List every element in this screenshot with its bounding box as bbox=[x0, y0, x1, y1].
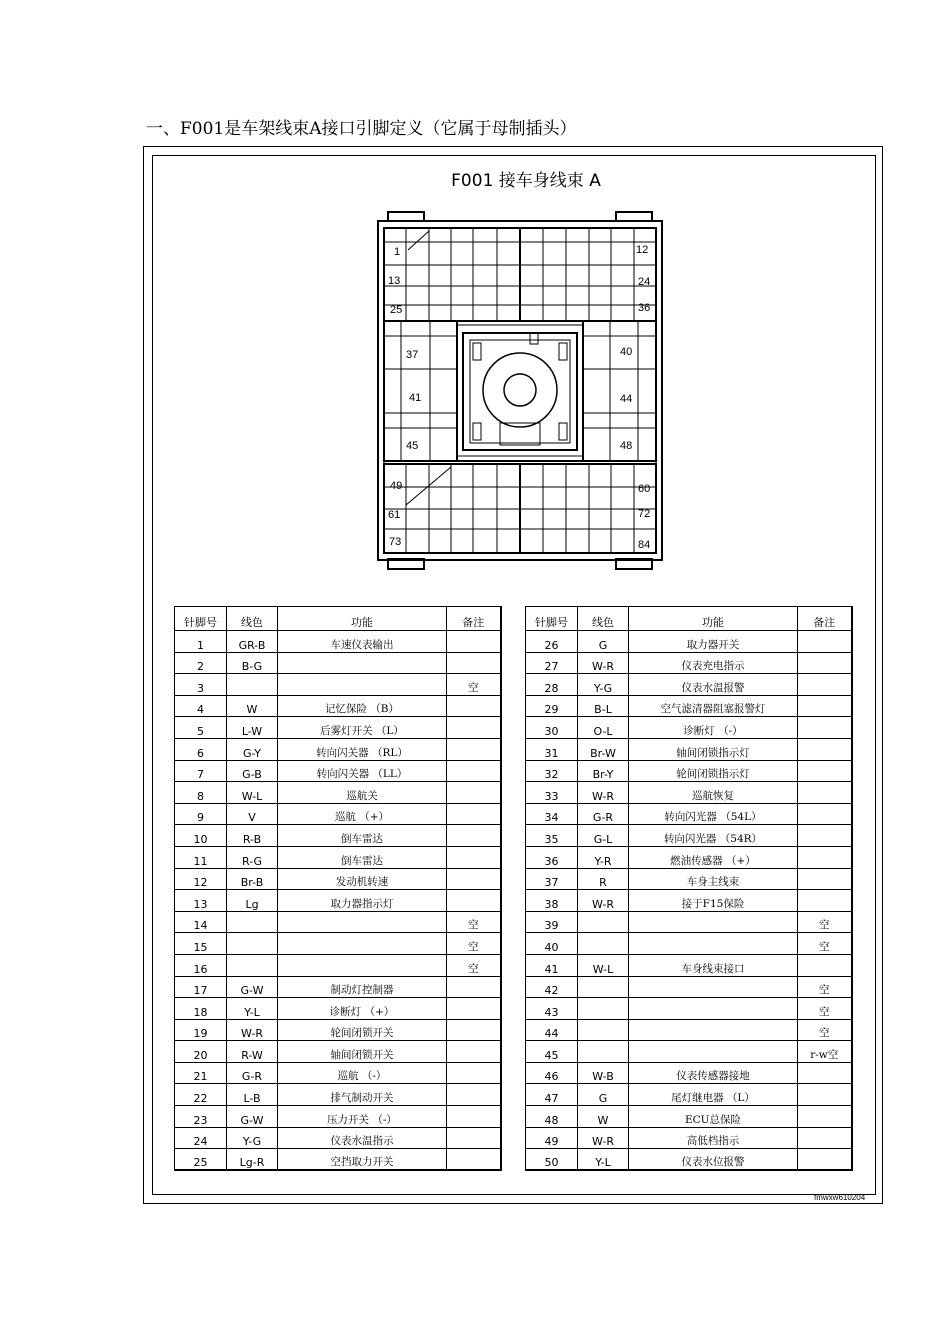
cell-note bbox=[798, 652, 852, 674]
cell-color: B-L bbox=[578, 695, 629, 717]
cell-pin: 7 bbox=[175, 760, 227, 782]
cell-pin: 12 bbox=[175, 868, 227, 890]
cell-function: 转向闪光器 （54L） bbox=[629, 803, 798, 825]
cell-pin: 6 bbox=[175, 738, 227, 760]
page-heading: 一、F001是车架线束A接口引脚定义（它属于母制插头） bbox=[146, 119, 577, 139]
table-row bbox=[526, 1084, 852, 1106]
cell-function: 后雾灯开关 （L） bbox=[278, 717, 447, 739]
pin-table-left bbox=[174, 606, 502, 1171]
cell-note: 空 bbox=[798, 998, 852, 1020]
pin-label-48: 48 bbox=[620, 440, 633, 452]
cell-pin: 10 bbox=[175, 825, 227, 847]
header-note: 备注 bbox=[447, 607, 501, 631]
cell-color: W-R bbox=[227, 1019, 278, 1041]
cell-color: Y-G bbox=[578, 674, 629, 696]
table-row bbox=[526, 738, 852, 760]
cell-note bbox=[798, 1127, 852, 1149]
table-row bbox=[526, 803, 852, 825]
cell-function: 轮间闭锁指示灯 bbox=[629, 760, 798, 782]
cell-note bbox=[798, 1149, 852, 1171]
cell-function: 仪表传感器接地 bbox=[629, 1062, 798, 1084]
cell-pin: 14 bbox=[175, 911, 227, 933]
cell-pin: 49 bbox=[526, 1127, 578, 1149]
cell-note bbox=[798, 1062, 852, 1084]
table-row bbox=[526, 717, 852, 739]
pin-label-41: 41 bbox=[409, 392, 422, 404]
cell-note bbox=[447, 825, 501, 847]
middle-block bbox=[384, 321, 656, 461]
cell-pin: 4 bbox=[175, 695, 227, 717]
cell-note bbox=[447, 631, 501, 653]
cell-color: V bbox=[227, 803, 278, 825]
cell-pin: 48 bbox=[526, 1106, 578, 1128]
table-row bbox=[175, 954, 501, 976]
pin-label-1: 1 bbox=[394, 246, 401, 258]
table-row bbox=[526, 631, 852, 653]
cell-color: L-W bbox=[227, 717, 278, 739]
cell-function: 制动灯控制器 bbox=[278, 976, 447, 998]
pin-label-84: 84 bbox=[638, 539, 651, 551]
table-row bbox=[175, 1019, 501, 1041]
cell-note: 空 bbox=[447, 674, 501, 696]
cell-color: Lg-R bbox=[227, 1149, 278, 1171]
cell-pin: 40 bbox=[526, 933, 578, 955]
pin-label-25: 25 bbox=[390, 304, 403, 316]
cell-color: W-L bbox=[227, 782, 278, 804]
table-header-row bbox=[175, 607, 501, 631]
cell-color: G-W bbox=[227, 1106, 278, 1128]
cell-function: 仪表水温报警 bbox=[629, 674, 798, 696]
cell-pin: 36 bbox=[526, 846, 578, 868]
cell-function: 巡航 （-） bbox=[278, 1062, 447, 1084]
cell-pin: 30 bbox=[526, 717, 578, 739]
diagram-title-text: F001 接车身线束 A bbox=[451, 171, 601, 191]
cell-pin: 38 bbox=[526, 890, 578, 912]
cell-function: 压力开关 （-） bbox=[278, 1106, 447, 1128]
cell-color bbox=[227, 674, 278, 696]
center-socket-hole bbox=[504, 374, 536, 406]
cell-note bbox=[798, 695, 852, 717]
table-row bbox=[175, 933, 501, 955]
cell-note: 空 bbox=[798, 1019, 852, 1041]
cell-pin: 24 bbox=[175, 1127, 227, 1149]
cell-function: 轮间闭锁开关 bbox=[278, 1019, 447, 1041]
cell-color: G-L bbox=[578, 825, 629, 847]
cell-pin: 32 bbox=[526, 760, 578, 782]
cell-pin: 16 bbox=[175, 954, 227, 976]
cell-color: Y-R bbox=[578, 846, 629, 868]
cell-color: R-B bbox=[227, 825, 278, 847]
cell-pin: 9 bbox=[175, 803, 227, 825]
cell-color: G-W bbox=[227, 976, 278, 998]
cell-note bbox=[447, 1106, 501, 1128]
cell-function: 空气滤清器阻塞报警灯 bbox=[629, 695, 798, 717]
table-row bbox=[526, 1106, 852, 1128]
table-row bbox=[175, 717, 501, 739]
cell-pin: 45 bbox=[526, 1041, 578, 1063]
table-row bbox=[175, 1062, 501, 1084]
cell-note bbox=[447, 998, 501, 1020]
cell-color: L-B bbox=[227, 1084, 278, 1106]
cell-color: Y-L bbox=[578, 1149, 629, 1171]
cell-note bbox=[447, 1084, 501, 1106]
cell-color: GR-B bbox=[227, 631, 278, 653]
cell-color: O-L bbox=[578, 717, 629, 739]
cell-color bbox=[578, 1019, 629, 1041]
cell-pin: 35 bbox=[526, 825, 578, 847]
cell-note bbox=[447, 782, 501, 804]
cell-pin: 39 bbox=[526, 911, 578, 933]
cell-color: W-R bbox=[578, 782, 629, 804]
cell-pin: 25 bbox=[175, 1149, 227, 1171]
cell-color: W bbox=[578, 1106, 629, 1128]
cell-note: 空 bbox=[798, 933, 852, 955]
cell-note bbox=[798, 803, 852, 825]
cell-note bbox=[798, 846, 852, 868]
header-color: 线色 bbox=[578, 607, 629, 631]
table-row bbox=[175, 695, 501, 717]
cell-color bbox=[578, 911, 629, 933]
cell-function: 转向闪关器 （LL） bbox=[278, 760, 447, 782]
pin-label-49: 49 bbox=[390, 480, 403, 492]
cell-color: Lg bbox=[227, 890, 278, 912]
cell-color: R bbox=[578, 868, 629, 890]
cell-function bbox=[278, 911, 447, 933]
table-row bbox=[175, 803, 501, 825]
cell-function: 仪表水温指示 bbox=[278, 1127, 447, 1149]
cell-pin: 41 bbox=[526, 954, 578, 976]
cell-note bbox=[447, 803, 501, 825]
pin-table-right bbox=[525, 606, 853, 1171]
cell-function: 巡航恢复 bbox=[629, 782, 798, 804]
cell-color: G-B bbox=[227, 760, 278, 782]
cell-function: 尾灯继电器 （L） bbox=[629, 1084, 798, 1106]
header-color: 线色 bbox=[227, 607, 278, 631]
cell-pin: 44 bbox=[526, 1019, 578, 1041]
table-row bbox=[526, 954, 852, 976]
cell-function: 轴间闭锁指示灯 bbox=[629, 738, 798, 760]
cell-pin: 11 bbox=[175, 846, 227, 868]
header-note: 备注 bbox=[798, 607, 852, 631]
table-row bbox=[526, 933, 852, 955]
cell-pin: 28 bbox=[526, 674, 578, 696]
cell-function: 转向闪关器 （RL） bbox=[278, 738, 447, 760]
table-row bbox=[526, 976, 852, 998]
cell-color: Br-Y bbox=[578, 760, 629, 782]
cell-color bbox=[578, 976, 629, 998]
table-row bbox=[526, 1041, 852, 1063]
connector-tab bbox=[388, 212, 424, 221]
cell-note bbox=[798, 738, 852, 760]
cell-note bbox=[798, 954, 852, 976]
cell-function: 取力器开关 bbox=[629, 631, 798, 653]
cell-function: 轴间闭锁开关 bbox=[278, 1041, 447, 1063]
cell-note bbox=[447, 1062, 501, 1084]
cell-note bbox=[798, 760, 852, 782]
cell-pin: 47 bbox=[526, 1084, 578, 1106]
cell-function: 诊断灯 （-） bbox=[629, 717, 798, 739]
cell-function bbox=[629, 976, 798, 998]
table-row bbox=[175, 825, 501, 847]
cell-color bbox=[227, 911, 278, 933]
cell-pin: 22 bbox=[175, 1084, 227, 1106]
cell-color: G bbox=[578, 1084, 629, 1106]
cell-color: W-L bbox=[578, 954, 629, 976]
cell-pin: 15 bbox=[175, 933, 227, 955]
header-function: 功能 bbox=[629, 607, 798, 631]
cell-function: 巡航关 bbox=[278, 782, 447, 804]
cell-function bbox=[629, 911, 798, 933]
cell-function: 空挡取力开关 bbox=[278, 1149, 447, 1171]
pin-label-40: 40 bbox=[620, 346, 633, 358]
cell-pin: 23 bbox=[175, 1106, 227, 1128]
connector-diagram bbox=[370, 205, 670, 575]
cell-function: 接于F15保险 bbox=[629, 890, 798, 912]
cell-pin: 18 bbox=[175, 998, 227, 1020]
cell-color bbox=[227, 933, 278, 955]
watermark: fmwxw610204 bbox=[814, 1193, 866, 1202]
cell-function: 燃油传感器 （+） bbox=[629, 846, 798, 868]
connector-line bbox=[408, 231, 429, 250]
pin-label-45: 45 bbox=[406, 440, 419, 452]
table-row bbox=[175, 674, 501, 696]
cell-note bbox=[447, 868, 501, 890]
pin-label-72: 72 bbox=[638, 508, 651, 520]
table-row bbox=[175, 652, 501, 674]
pin-label-13: 13 bbox=[388, 275, 401, 287]
table-row bbox=[526, 652, 852, 674]
cell-pin: 46 bbox=[526, 1062, 578, 1084]
cell-note bbox=[447, 738, 501, 760]
cell-pin: 3 bbox=[175, 674, 227, 696]
latch bbox=[559, 423, 567, 440]
cell-pin: 19 bbox=[175, 1019, 227, 1041]
latch bbox=[559, 343, 567, 360]
cell-function: 巡航 （+） bbox=[278, 803, 447, 825]
cell-function bbox=[278, 954, 447, 976]
cell-note bbox=[798, 1106, 852, 1128]
cell-color: Y-L bbox=[227, 998, 278, 1020]
cell-note bbox=[798, 674, 852, 696]
cell-pin: 50 bbox=[526, 1149, 578, 1171]
table-row bbox=[175, 782, 501, 804]
latch bbox=[473, 343, 481, 360]
cell-pin: 43 bbox=[526, 998, 578, 1020]
table-row bbox=[526, 998, 852, 1020]
cell-function: 车身线束接口 bbox=[629, 954, 798, 976]
cell-note bbox=[447, 652, 501, 674]
cell-note: 空 bbox=[447, 933, 501, 955]
cell-pin: 1 bbox=[175, 631, 227, 653]
cell-function: 车速仪表输出 bbox=[278, 631, 447, 653]
cell-note: r-w空 bbox=[798, 1041, 852, 1063]
cell-function: 车身主线束 bbox=[629, 868, 798, 890]
cell-color: R-G bbox=[227, 846, 278, 868]
cell-pin: 17 bbox=[175, 976, 227, 998]
center-socket-ring bbox=[483, 353, 557, 427]
pin-label-73: 73 bbox=[389, 536, 402, 548]
table-row bbox=[175, 1149, 501, 1171]
cell-function: 转向闪光器 （54R） bbox=[629, 825, 798, 847]
cell-pin: 2 bbox=[175, 652, 227, 674]
table-row bbox=[175, 631, 501, 653]
cell-color: W bbox=[227, 695, 278, 717]
cell-color: W-R bbox=[578, 890, 629, 912]
table-row bbox=[526, 890, 852, 912]
cell-color bbox=[578, 1041, 629, 1063]
cell-function bbox=[278, 652, 447, 674]
cell-function: 倒车雷达 bbox=[278, 846, 447, 868]
pin-label-12: 12 bbox=[636, 244, 649, 256]
cell-color: Br-W bbox=[578, 738, 629, 760]
table-row bbox=[175, 846, 501, 868]
cell-note: 空 bbox=[798, 911, 852, 933]
cell-function: 高低档指示 bbox=[629, 1127, 798, 1149]
table-row bbox=[526, 825, 852, 847]
cell-color: W-R bbox=[578, 652, 629, 674]
cell-note bbox=[798, 825, 852, 847]
table-row bbox=[175, 738, 501, 760]
cell-function bbox=[629, 1041, 798, 1063]
table-row bbox=[526, 674, 852, 696]
cell-function: 倒车雷达 bbox=[278, 825, 447, 847]
cell-pin: 31 bbox=[526, 738, 578, 760]
table-row bbox=[526, 695, 852, 717]
center-socket-outer bbox=[457, 325, 583, 456]
cell-pin: 21 bbox=[175, 1062, 227, 1084]
latch-top bbox=[530, 333, 538, 344]
diagram-title bbox=[0, 166, 950, 191]
header-function: 功能 bbox=[278, 607, 447, 631]
pin-label-60: 60 bbox=[638, 483, 651, 495]
cell-function: 仪表水位报警 bbox=[629, 1149, 798, 1171]
cell-pin: 5 bbox=[175, 717, 227, 739]
cell-note bbox=[798, 1084, 852, 1106]
table-row bbox=[175, 1106, 501, 1128]
latch bbox=[473, 423, 481, 440]
cell-function bbox=[629, 933, 798, 955]
cell-color: G bbox=[578, 631, 629, 653]
cell-note bbox=[798, 890, 852, 912]
table-row bbox=[175, 760, 501, 782]
cell-pin: 8 bbox=[175, 782, 227, 804]
cell-note bbox=[447, 976, 501, 998]
cell-color: W-R bbox=[578, 1127, 629, 1149]
connector-drawing bbox=[370, 205, 670, 575]
table-row bbox=[175, 998, 501, 1020]
table-row bbox=[526, 1062, 852, 1084]
cell-function: 仪表充电指示 bbox=[629, 652, 798, 674]
table-row bbox=[526, 1127, 852, 1149]
table-row bbox=[175, 890, 501, 912]
cell-color bbox=[578, 933, 629, 955]
cell-function bbox=[278, 933, 447, 955]
cell-function: 发动机转速 bbox=[278, 868, 447, 890]
cell-note: 空 bbox=[798, 976, 852, 998]
table-row bbox=[526, 911, 852, 933]
cell-note bbox=[447, 760, 501, 782]
cell-color: Br-B bbox=[227, 868, 278, 890]
cell-function: 记忆保险 （B） bbox=[278, 695, 447, 717]
table-row bbox=[526, 846, 852, 868]
pin-label-24: 24 bbox=[638, 276, 651, 288]
cell-function: 诊断灯 （+） bbox=[278, 998, 447, 1020]
cell-pin: 42 bbox=[526, 976, 578, 998]
cell-note bbox=[798, 717, 852, 739]
cell-note bbox=[447, 1149, 501, 1171]
pin-label-44: 44 bbox=[620, 393, 633, 405]
cell-pin: 34 bbox=[526, 803, 578, 825]
header-pin: 针脚号 bbox=[175, 607, 227, 631]
cell-pin: 20 bbox=[175, 1041, 227, 1063]
cell-color: B-G bbox=[227, 652, 278, 674]
pin-label-36: 36 bbox=[638, 302, 651, 314]
table-row bbox=[526, 782, 852, 804]
cell-color: G-R bbox=[227, 1062, 278, 1084]
cell-function: 取力器指示灯 bbox=[278, 890, 447, 912]
cell-pin: 13 bbox=[175, 890, 227, 912]
cell-pin: 33 bbox=[526, 782, 578, 804]
cell-note bbox=[447, 717, 501, 739]
cell-function: 排气制动开关 bbox=[278, 1084, 447, 1106]
table-row bbox=[175, 911, 501, 933]
table-row bbox=[175, 1084, 501, 1106]
pin-label-37: 37 bbox=[406, 349, 419, 361]
connector-tab bbox=[616, 212, 652, 221]
cell-note bbox=[447, 1127, 501, 1149]
table-row bbox=[175, 976, 501, 998]
cell-color bbox=[227, 954, 278, 976]
table-header-row bbox=[526, 607, 852, 631]
cell-note bbox=[798, 631, 852, 653]
cell-color: R-W bbox=[227, 1041, 278, 1063]
cell-function bbox=[278, 674, 447, 696]
header-pin: 针脚号 bbox=[526, 607, 578, 631]
cell-note bbox=[447, 1019, 501, 1041]
cell-note bbox=[798, 782, 852, 804]
cell-function bbox=[629, 998, 798, 1020]
cell-pin: 37 bbox=[526, 868, 578, 890]
cell-color: G-R bbox=[578, 803, 629, 825]
cell-note: 空 bbox=[447, 954, 501, 976]
cell-note bbox=[447, 890, 501, 912]
table-row bbox=[526, 1019, 852, 1041]
cell-note bbox=[798, 868, 852, 890]
cell-function bbox=[629, 1019, 798, 1041]
pin-label-61: 61 bbox=[388, 509, 401, 521]
cell-note: 空 bbox=[447, 911, 501, 933]
cell-color: W-B bbox=[578, 1062, 629, 1084]
table-row bbox=[526, 760, 852, 782]
cell-color: G-Y bbox=[227, 738, 278, 760]
cell-color: Y-G bbox=[227, 1127, 278, 1149]
table-row bbox=[175, 1041, 501, 1063]
cell-pin: 29 bbox=[526, 695, 578, 717]
cell-color bbox=[578, 998, 629, 1020]
table-row bbox=[175, 1127, 501, 1149]
cell-function: ECU总保险 bbox=[629, 1106, 798, 1128]
cell-pin: 27 bbox=[526, 652, 578, 674]
center-socket-frame bbox=[463, 333, 577, 450]
cell-note bbox=[447, 695, 501, 717]
table-row bbox=[175, 868, 501, 890]
cell-note bbox=[447, 846, 501, 868]
cell-note bbox=[447, 1041, 501, 1063]
table-row bbox=[526, 1149, 852, 1171]
table-row bbox=[526, 868, 852, 890]
cell-pin: 26 bbox=[526, 631, 578, 653]
